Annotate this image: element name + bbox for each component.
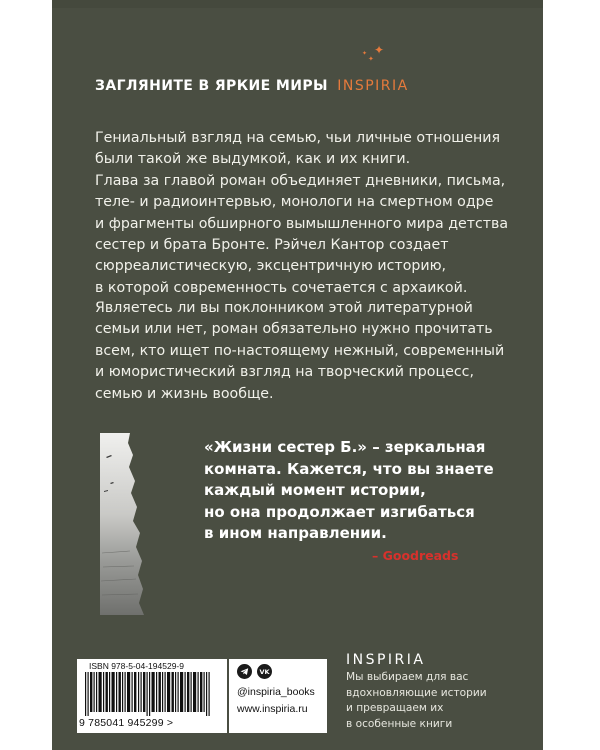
social-links — [229, 659, 327, 733]
quote-line: но она продолжает изгибаться — [204, 502, 475, 521]
vk-icon — [257, 664, 272, 679]
publisher-logo: INSPIRIA — [346, 652, 426, 668]
description-line: теле- и радиоинтервью, монологи на смертном одре — [95, 194, 494, 211]
cover-top-edge — [52, 0, 543, 8]
tagline-line: Мы выбираем для вас — [346, 671, 469, 683]
series-line — [95, 78, 409, 94]
description-line: были такой же выдумкой, как и их книги. — [95, 151, 411, 168]
torn-photo-strip — [100, 433, 144, 615]
quote-line: комната. Кажется, что вы знаете — [204, 459, 494, 478]
description-line: в которой современность сочетается с архаикой. — [95, 279, 468, 296]
tagline-line: и превращаем их — [346, 702, 444, 714]
series-brand: INSPIRIA — [337, 78, 409, 94]
description-line: и юмористический взгляд на творческий процесс, — [95, 364, 474, 381]
description-line: и фрагменты обширного вымышленного мира детства — [95, 215, 509, 232]
description-line: семьи или нет, роман обязательно нужно прочитать — [95, 321, 493, 338]
description-line: Гениальный взгляд на семью, чьи личные отношения — [95, 130, 501, 146]
barcode-bars — [83, 672, 221, 716]
description-line: сюрреалистическую, эксцентричную историю, — [95, 258, 447, 275]
description-line: сестер и брата Бронте. Рэйчел Кантор создает — [95, 237, 449, 254]
sparkle-icon: ✦ — [374, 43, 385, 57]
isbn-number: ISBN 978-5-04-194529-9 — [89, 661, 184, 671]
barcode-label — [77, 659, 227, 733]
review-quote — [204, 437, 504, 545]
description-paragraph-2 — [95, 298, 515, 405]
quote-attribution: – Goodreads — [372, 548, 459, 563]
quote-line: в ином направлении. — [204, 524, 387, 542]
social-icons-row — [237, 664, 272, 679]
description-paragraph-1 — [95, 128, 515, 299]
tagline-line: в особенные книги — [346, 717, 453, 730]
website-link[interactable]: www.inspiria.ru — [237, 703, 308, 715]
tagline-line: вдохновляющие истории — [346, 686, 487, 699]
social-handle[interactable]: @inspiria_books — [237, 686, 315, 698]
barcode-digits: 9 785041 945299 > — [79, 717, 174, 729]
sparkle-icon: ✦ — [368, 55, 374, 63]
description-line: семью и жизнь вообще. — [95, 385, 274, 402]
description-line: всем, кто ищет по-настоящему нежный, современный — [95, 342, 505, 359]
sparkle-icon: ✦ — [362, 50, 368, 57]
book-back-cover — [52, 0, 543, 750]
svg-text:VK: VK — [259, 668, 270, 677]
quote-line: «Жизни сестер Б.» – зеркальная — [204, 438, 486, 456]
description-line: Глава за главой роман объединяет дневники, письма, — [95, 172, 506, 189]
quote-line: каждый момент истории, — [204, 481, 426, 499]
publisher-tagline — [346, 670, 487, 732]
telegram-icon — [237, 664, 252, 679]
description-line: Являетесь ли вы поклонником этой литературной — [95, 300, 473, 316]
series-label: ЗАГЛЯНИТЕ В ЯРКИЕ МИРЫ — [95, 78, 328, 94]
